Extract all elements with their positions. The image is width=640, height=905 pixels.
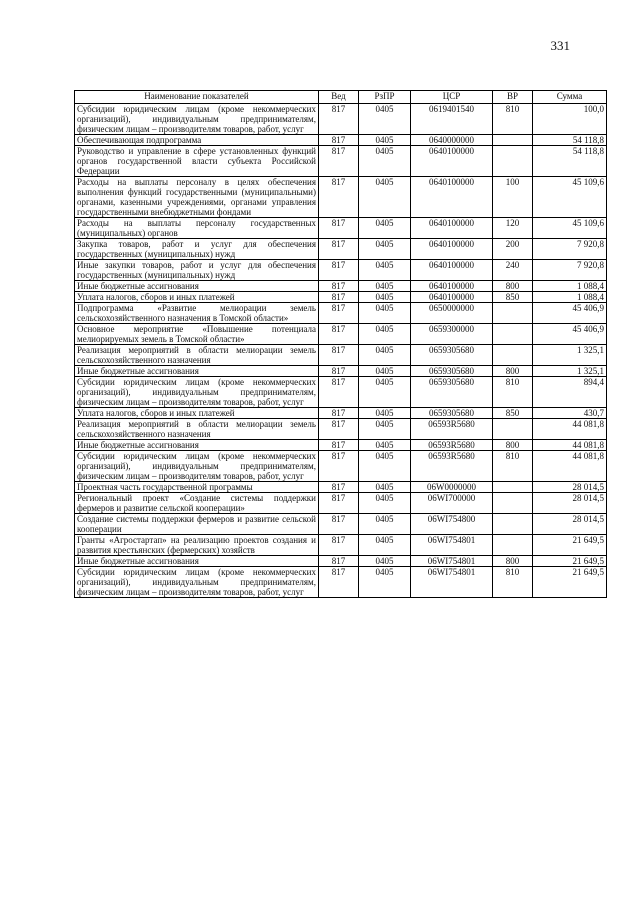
cell-vr: 800 xyxy=(493,556,533,567)
cell-rzpr: 0405 xyxy=(359,535,411,556)
cell-rzpr: 0405 xyxy=(359,239,411,260)
cell-name: Создание системы поддержки фермеров и развитие сельской кооперации xyxy=(75,514,319,535)
cell-csr: 06WI754801 xyxy=(411,535,493,556)
table-row xyxy=(75,218,607,239)
table-row xyxy=(75,239,607,260)
cell-sum: 7 920,8 xyxy=(533,260,607,281)
cell-vr xyxy=(493,493,533,514)
cell-sum: 28 014,5 xyxy=(533,493,607,514)
table-row xyxy=(75,345,607,366)
cell-sum: 28 014,5 xyxy=(533,514,607,535)
cell-vr: 120 xyxy=(493,218,533,239)
cell-csr: 06WI754800 xyxy=(411,514,493,535)
cell-name: Субсидии юридическим лицам (кроме некоммерческих организаций), индивидуальным предпринимателям, физическим лицам – производителям товаров, работ, услуг xyxy=(75,567,319,598)
cell-rzpr: 0405 xyxy=(359,408,411,419)
cell-rzpr: 0405 xyxy=(359,146,411,177)
cell-name: Расходы на выплаты персоналу в целях обеспечения выполнения функций государственными (муниципальными) органами, казенными учреждениями, органами управления государственными внебюджетными фондами xyxy=(75,177,319,218)
cell-ved: 817 xyxy=(319,177,359,218)
cell-vr: 100 xyxy=(493,177,533,218)
cell-sum: 894,4 xyxy=(533,377,607,408)
cell-vr: 810 xyxy=(493,451,533,482)
cell-rzpr: 0405 xyxy=(359,419,411,440)
budget-table xyxy=(74,90,607,598)
cell-vr xyxy=(493,135,533,146)
table-row xyxy=(75,567,607,598)
cell-ved: 817 xyxy=(319,493,359,514)
cell-name: Руководство и управление в сфере установленных функций органов государственной власти субъекта Российской Федерации xyxy=(75,146,319,177)
cell-sum: 45 406,9 xyxy=(533,303,607,324)
cell-vr xyxy=(493,324,533,345)
cell-csr: 0659300000 xyxy=(411,324,493,345)
table-header-row xyxy=(75,91,607,104)
cell-vr xyxy=(493,482,533,493)
cell-rzpr: 0405 xyxy=(359,303,411,324)
cell-sum: 1 325,1 xyxy=(533,366,607,377)
cell-csr: 06WI754801 xyxy=(411,567,493,598)
cell-name: Субсидии юридическим лицам (кроме некоммерческих организаций), индивидуальным предпринимателям, физическим лицам – производителям товаров, работ, услуг xyxy=(75,377,319,408)
cell-ved: 817 xyxy=(319,303,359,324)
cell-csr: 06WI700000 xyxy=(411,493,493,514)
cell-vr: 800 xyxy=(493,440,533,451)
table-row xyxy=(75,408,607,419)
cell-sum: 1 088,4 xyxy=(533,281,607,292)
cell-rzpr: 0405 xyxy=(359,451,411,482)
table-row xyxy=(75,135,607,146)
cell-name: Иные бюджетные ассигнования xyxy=(75,366,319,377)
cell-name: Закупка товаров, работ и услуг для обеспечения государственных (муниципальных) нужд xyxy=(75,239,319,260)
table-row xyxy=(75,419,607,440)
cell-sum: 1 088,4 xyxy=(533,292,607,303)
cell-name: Субсидии юридическим лицам (кроме некоммерческих организаций), индивидуальным предпринимателям, физическим лицам – производителям товаров, работ, услуг xyxy=(75,451,319,482)
cell-sum: 21 649,5 xyxy=(533,535,607,556)
cell-ved: 817 xyxy=(319,260,359,281)
cell-name: Уплата налогов, сборов и иных платежей xyxy=(75,408,319,419)
cell-ved: 817 xyxy=(319,135,359,146)
cell-name: Субсидии юридическим лицам (кроме некоммерческих организаций), индивидуальным предпринимателям, физическим лицам – производителям товаров, работ, услуг xyxy=(75,104,319,135)
cell-csr: 06593R5680 xyxy=(411,451,493,482)
cell-vr: 240 xyxy=(493,260,533,281)
cell-sum: 21 649,5 xyxy=(533,556,607,567)
header-csr: ЦСР xyxy=(411,91,493,104)
cell-ved: 817 xyxy=(319,567,359,598)
cell-ved: 817 xyxy=(319,104,359,135)
cell-rzpr: 0405 xyxy=(359,260,411,281)
cell-ved: 817 xyxy=(319,451,359,482)
cell-csr: 0650000000 xyxy=(411,303,493,324)
header-sum: Сумма xyxy=(533,91,607,104)
cell-csr: 0640000000 xyxy=(411,135,493,146)
cell-vr: 850 xyxy=(493,292,533,303)
cell-sum: 44 081,8 xyxy=(533,440,607,451)
cell-csr: 0640100000 xyxy=(411,260,493,281)
table-row xyxy=(75,493,607,514)
cell-ved: 817 xyxy=(319,514,359,535)
cell-rzpr: 0405 xyxy=(359,493,411,514)
cell-ved: 817 xyxy=(319,281,359,292)
cell-csr: 0640100000 xyxy=(411,281,493,292)
cell-rzpr: 0405 xyxy=(359,556,411,567)
cell-csr: 0640100000 xyxy=(411,239,493,260)
cell-sum: 1 325,1 xyxy=(533,345,607,366)
cell-ved: 817 xyxy=(319,556,359,567)
cell-rzpr: 0405 xyxy=(359,345,411,366)
cell-csr: 0659305680 xyxy=(411,408,493,419)
page-number: 331 xyxy=(550,38,570,53)
cell-rzpr: 0405 xyxy=(359,177,411,218)
cell-csr: 06WI754801 xyxy=(411,556,493,567)
cell-ved: 817 xyxy=(319,292,359,303)
cell-sum: 54 118,8 xyxy=(533,146,607,177)
cell-name: Региональный проект «Создание системы поддержки фермеров и развитие сельской кооперации» xyxy=(75,493,319,514)
cell-name: Уплата налогов, сборов и иных платежей xyxy=(75,292,319,303)
cell-ved: 817 xyxy=(319,419,359,440)
cell-sum: 44 081,8 xyxy=(533,451,607,482)
cell-sum: 430,7 xyxy=(533,408,607,419)
header-rzpr: РзПР xyxy=(359,91,411,104)
cell-csr: 0659305680 xyxy=(411,377,493,408)
cell-csr: 0640100000 xyxy=(411,146,493,177)
cell-vr xyxy=(493,419,533,440)
cell-ved: 817 xyxy=(319,377,359,408)
cell-name: Проектная часть государственной программы xyxy=(75,482,319,493)
header-name: Наименование показателей xyxy=(75,91,319,104)
cell-csr: 0619401540 xyxy=(411,104,493,135)
cell-ved: 817 xyxy=(319,535,359,556)
cell-name: Иные бюджетные ассигнования xyxy=(75,281,319,292)
table-row xyxy=(75,281,607,292)
cell-rzpr: 0405 xyxy=(359,440,411,451)
cell-ved: 817 xyxy=(319,482,359,493)
table-row xyxy=(75,292,607,303)
table-row xyxy=(75,482,607,493)
cell-ved: 817 xyxy=(319,324,359,345)
cell-sum: 45 109,6 xyxy=(533,177,607,218)
cell-sum: 54 118,8 xyxy=(533,135,607,146)
cell-vr: 810 xyxy=(493,104,533,135)
cell-rzpr: 0405 xyxy=(359,104,411,135)
cell-rzpr: 0405 xyxy=(359,514,411,535)
cell-rzpr: 0405 xyxy=(359,324,411,345)
table-row xyxy=(75,366,607,377)
table-row xyxy=(75,556,607,567)
cell-ved: 817 xyxy=(319,146,359,177)
cell-name: Основное мероприятие «Повышение потенциала мелиорируемых земель в Томской области» xyxy=(75,324,319,345)
cell-sum: 21 649,5 xyxy=(533,567,607,598)
table-row xyxy=(75,177,607,218)
cell-sum: 44 081,8 xyxy=(533,419,607,440)
cell-ved: 817 xyxy=(319,218,359,239)
cell-vr xyxy=(493,146,533,177)
cell-csr: 06W0000000 xyxy=(411,482,493,493)
cell-name: Иные бюджетные ассигнования xyxy=(75,440,319,451)
cell-ved: 817 xyxy=(319,408,359,419)
table-row xyxy=(75,451,607,482)
header-vr: ВР xyxy=(493,91,533,104)
cell-csr: 0659305680 xyxy=(411,345,493,366)
cell-name: Расходы на выплаты персоналу государственных (муниципальных) органов xyxy=(75,218,319,239)
cell-sum: 45 406,9 xyxy=(533,324,607,345)
cell-rzpr: 0405 xyxy=(359,218,411,239)
table-row xyxy=(75,146,607,177)
cell-name: Иные бюджетные ассигнования xyxy=(75,556,319,567)
table-body xyxy=(75,104,607,598)
cell-sum: 28 014,5 xyxy=(533,482,607,493)
cell-vr xyxy=(493,345,533,366)
cell-vr: 800 xyxy=(493,366,533,377)
cell-ved: 817 xyxy=(319,366,359,377)
cell-sum: 7 920,8 xyxy=(533,239,607,260)
cell-name: Реализация мероприятий в области мелиорации земель сельскохозяйственного назначения xyxy=(75,345,319,366)
cell-rzpr: 0405 xyxy=(359,292,411,303)
table-row xyxy=(75,260,607,281)
cell-vr xyxy=(493,303,533,324)
cell-csr: 06593R5680 xyxy=(411,419,493,440)
table-row xyxy=(75,514,607,535)
cell-csr: 0640100000 xyxy=(411,292,493,303)
table-row xyxy=(75,104,607,135)
cell-csr: 0659305680 xyxy=(411,366,493,377)
cell-vr: 850 xyxy=(493,408,533,419)
cell-name: Реализация мероприятий в области мелиорации земель сельскохозяйственного назначения xyxy=(75,419,319,440)
cell-vr: 800 xyxy=(493,281,533,292)
cell-rzpr: 0405 xyxy=(359,482,411,493)
cell-rzpr: 0405 xyxy=(359,281,411,292)
cell-sum: 45 109,6 xyxy=(533,218,607,239)
table-row xyxy=(75,377,607,408)
table-row xyxy=(75,324,607,345)
table-row xyxy=(75,535,607,556)
cell-vr: 810 xyxy=(493,567,533,598)
cell-vr xyxy=(493,514,533,535)
cell-csr: 06593R5680 xyxy=(411,440,493,451)
cell-csr: 0640100000 xyxy=(411,218,493,239)
cell-rzpr: 0405 xyxy=(359,377,411,408)
cell-vr xyxy=(493,535,533,556)
cell-vr: 200 xyxy=(493,239,533,260)
cell-name: Обеспечивающая подпрограмма xyxy=(75,135,319,146)
cell-name: Подпрограмма «Развитие мелиорации земель сельскохозяйственного назначения в Томской области» xyxy=(75,303,319,324)
cell-ved: 817 xyxy=(319,345,359,366)
cell-rzpr: 0405 xyxy=(359,567,411,598)
cell-name: Гранты «Агростартап» на реализацию проектов создания и развития крестьянских (фермерских) хозяйств xyxy=(75,535,319,556)
cell-csr: 0640100000 xyxy=(411,177,493,218)
cell-sum: 100,0 xyxy=(533,104,607,135)
cell-rzpr: 0405 xyxy=(359,366,411,377)
table-row xyxy=(75,440,607,451)
cell-vr: 810 xyxy=(493,377,533,408)
header-ved: Вед xyxy=(319,91,359,104)
cell-ved: 817 xyxy=(319,239,359,260)
table-row xyxy=(75,303,607,324)
cell-ved: 817 xyxy=(319,440,359,451)
cell-name: Иные закупки товаров, работ и услуг для обеспечения государственных (муниципальных) нужд xyxy=(75,260,319,281)
cell-rzpr: 0405 xyxy=(359,135,411,146)
